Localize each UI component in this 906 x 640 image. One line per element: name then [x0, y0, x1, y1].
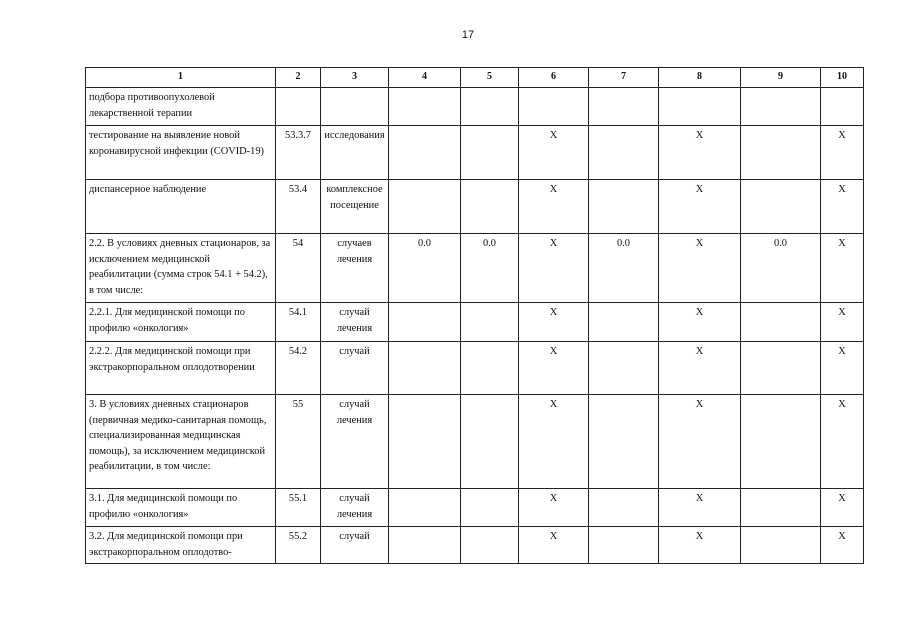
header-cell: 3: [321, 68, 389, 88]
value-cell: 0.0: [589, 234, 659, 303]
value-cell: X: [519, 342, 589, 395]
value-cell: [389, 489, 461, 527]
value-cell: [461, 489, 519, 527]
data-table: [85, 67, 864, 564]
value-cell: X: [659, 126, 741, 180]
value-cell: X: [659, 342, 741, 395]
value-cell: X: [519, 126, 589, 180]
value-cell: [389, 303, 461, 342]
value-cell: X: [659, 527, 741, 564]
value-cell: X: [659, 395, 741, 489]
unit-cell: случай лечения: [321, 489, 389, 527]
value-cell: [741, 180, 821, 234]
header-cell: 6: [519, 68, 589, 88]
unit-cell: случай: [321, 342, 389, 395]
value-cell: X: [821, 342, 864, 395]
value-cell: [659, 88, 741, 126]
value-cell: [589, 303, 659, 342]
value-cell: X: [821, 126, 864, 180]
value-cell: X: [821, 234, 864, 303]
unit-cell: случаев лечения: [321, 234, 389, 303]
row-code-cell: 55.1: [276, 489, 321, 527]
unit-cell: случай: [321, 527, 389, 564]
value-cell: [589, 342, 659, 395]
value-cell: 0.0: [461, 234, 519, 303]
value-cell: [461, 180, 519, 234]
row-label-cell: подбора противоопухолевой лекарственной терапии: [86, 88, 276, 126]
page-number: 17: [461, 29, 475, 41]
unit-cell: случай лечения: [321, 395, 389, 489]
value-cell: X: [519, 180, 589, 234]
value-cell: X: [659, 303, 741, 342]
header-cell: 1: [86, 68, 276, 88]
row-label-cell: 3.1. Для медицинской помощи по профилю «онкология»: [86, 489, 276, 527]
value-cell: [741, 303, 821, 342]
row-code-cell: 55: [276, 395, 321, 489]
row-code-cell: 54.1: [276, 303, 321, 342]
value-cell: [389, 180, 461, 234]
row-label-cell: 3.2. Для медицинской помощи при экстракорпоральном оплодотво-: [86, 527, 276, 564]
value-cell: X: [519, 395, 589, 489]
value-cell: [741, 395, 821, 489]
value-cell: [741, 126, 821, 180]
table-row: [86, 395, 864, 489]
table-row: [86, 180, 864, 234]
header-cell: 7: [589, 68, 659, 88]
row-code-cell: 54: [276, 234, 321, 303]
value-cell: [389, 342, 461, 395]
value-cell: X: [821, 527, 864, 564]
value-cell: X: [821, 303, 864, 342]
row-label-cell: диспансерное наблюдение: [86, 180, 276, 234]
value-cell: [461, 527, 519, 564]
header-cell: 8: [659, 68, 741, 88]
row-label-cell: тестирование на выявление новой коронавирусной инфекции (COVID-19): [86, 126, 276, 180]
value-cell: [589, 180, 659, 234]
row-code-cell: 53.4: [276, 180, 321, 234]
table-row: [86, 88, 864, 126]
value-cell: [741, 88, 821, 126]
unit-cell: случай лечения: [321, 303, 389, 342]
value-cell: [461, 88, 519, 126]
value-cell: [389, 527, 461, 564]
table-row: [86, 234, 864, 303]
value-cell: X: [821, 395, 864, 489]
value-cell: X: [519, 303, 589, 342]
value-cell: [519, 88, 589, 126]
value-cell: [389, 395, 461, 489]
row-code-cell: [276, 88, 321, 126]
row-label-cell: 2.2.1. Для медицинской помощи по профилю «онкология»: [86, 303, 276, 342]
header-row: [86, 68, 864, 88]
value-cell: X: [659, 234, 741, 303]
unit-cell: комплексное посещение: [321, 180, 389, 234]
value-cell: [461, 126, 519, 180]
table-row: [86, 527, 864, 564]
value-cell: [589, 395, 659, 489]
value-cell: [589, 88, 659, 126]
row-code-cell: 54.2: [276, 342, 321, 395]
table-row: [86, 342, 864, 395]
table-row: [86, 489, 864, 527]
value-cell: X: [821, 180, 864, 234]
table-row: [86, 303, 864, 342]
value-cell: X: [519, 234, 589, 303]
value-cell: X: [821, 489, 864, 527]
value-cell: [389, 88, 461, 126]
value-cell: X: [659, 180, 741, 234]
value-cell: [741, 527, 821, 564]
value-cell: X: [519, 489, 589, 527]
table-row: [86, 126, 864, 180]
value-cell: [589, 489, 659, 527]
value-cell: [821, 88, 864, 126]
value-cell: 0.0: [741, 234, 821, 303]
row-code-cell: 53.3.7: [276, 126, 321, 180]
header-cell: 9: [741, 68, 821, 88]
value-cell: [589, 126, 659, 180]
row-code-cell: 55.2: [276, 527, 321, 564]
header-cell: 10: [821, 68, 864, 88]
value-cell: X: [519, 527, 589, 564]
value-cell: [461, 395, 519, 489]
value-cell: [589, 527, 659, 564]
value-cell: [461, 303, 519, 342]
unit-cell: [321, 88, 389, 126]
value-cell: [389, 126, 461, 180]
value-cell: X: [659, 489, 741, 527]
header-cell: 2: [276, 68, 321, 88]
value-cell: [741, 489, 821, 527]
row-label-cell: 2.2.2. Для медицинской помощи при экстракорпоральном оплодотворении: [86, 342, 276, 395]
value-cell: [461, 342, 519, 395]
row-label-cell: 3. В условиях дневных стационаров (первичная медико-санитарная помощь, специализированная медицинская помощь), за исключением медицинской реабилитации, в том числе:: [86, 395, 276, 489]
value-cell: 0.0: [389, 234, 461, 303]
header-cell: 4: [389, 68, 461, 88]
header-cell: 5: [461, 68, 519, 88]
row-label-cell: 2.2. В условиях дневных стационаров, за исключением медицинской реабилитации (сумма строк 54.1 + 54.2), в том числе:: [86, 234, 276, 303]
value-cell: [741, 342, 821, 395]
unit-cell: исследования: [321, 126, 389, 180]
